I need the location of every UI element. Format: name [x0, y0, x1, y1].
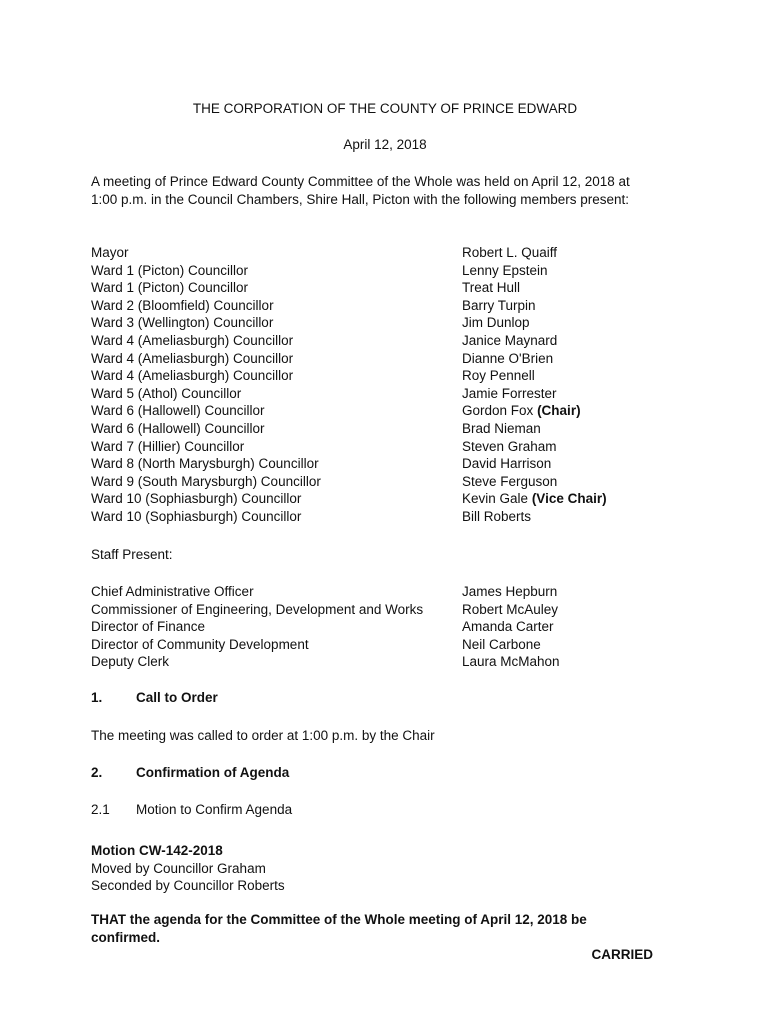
member-name: Gordon Fox (Chair) [462, 403, 581, 419]
member-row [91, 314, 651, 332]
motion-moved-by: Moved by Councillor Graham [91, 860, 266, 876]
staff-row [91, 601, 651, 619]
staff-role: Deputy Clerk [91, 654, 170, 670]
member-role: Ward 6 (Hallowell) Councillor [91, 403, 265, 419]
member-role: Ward 4 (Ameliasburgh) Councillor [91, 332, 294, 348]
member-name: Steven Graham [462, 438, 557, 454]
staff-row [91, 583, 651, 601]
section-number: 1. [91, 690, 103, 705]
member-role: Ward 9 (South Marysburgh) Councillor [91, 473, 321, 489]
member-row [91, 350, 651, 368]
vice-chair-note: (Vice Chair) [531, 491, 607, 507]
call-to-order-text: The meeting was called to order at 1:00 p.m. by the Chair [91, 728, 435, 743]
motion-status: CARRIED [591, 947, 653, 962]
member-row [91, 385, 651, 403]
member-name: Kevin Gale (Vice Chair) [462, 491, 607, 507]
staff-role: Chief Administrative Officer [91, 584, 254, 599]
member-role: Ward 4 (Ameliasburgh) Councillor [91, 368, 294, 384]
intro-paragraph: A meeting of Prince Edward County Committee of the Whole was held on April 12, 2018 at 1:00 p.m. in the Council Chambers, Shire Hall, Picton with the following members present: [91, 174, 630, 207]
member-name: Jamie Forrester [462, 385, 557, 401]
member-name: Steve Ferguson [462, 473, 558, 489]
staff-role: Director of Finance [91, 619, 206, 635]
member-role: Ward 8 (North Marysburgh) Councillor [91, 456, 319, 472]
member-role: Ward 6 (Hallowell) Councillor [91, 420, 265, 436]
motion-id: Motion CW-142-2018 [91, 843, 223, 858]
staff-role: Director of Community Development [91, 636, 309, 652]
member-role: Ward 1 (Picton) Councillor [91, 280, 249, 296]
staff-name: Robert McAuley [462, 601, 559, 617]
member-role: Ward 10 (Sophiasburgh) Councillor [91, 508, 302, 524]
chair-note: (Chair) [537, 403, 581, 419]
member-role: Ward 5 (Athol) Councillor [91, 385, 242, 401]
member-row [91, 297, 651, 315]
resolution-text: THAT the agenda for the Committee of the Whole meeting of April 12, 2018 be confirmed. [91, 912, 587, 945]
member-role: Mayor [91, 245, 129, 260]
document-title: THE CORPORATION OF THE COUNTY OF PRINCE EDWARD [192, 101, 578, 116]
section-confirmation-of-agenda [91, 765, 289, 780]
member-role: Ward 2 (Bloomfield) Councillor [91, 297, 274, 313]
staff-name: James Hepburn [462, 584, 558, 599]
member-role: Ward 10 (Sophiasburgh) Councillor [91, 491, 302, 507]
staff-name: Laura McMahon [462, 654, 560, 670]
section-call-to-order [91, 690, 218, 705]
member-row [91, 420, 651, 438]
member-row [91, 244, 651, 262]
subsection-number: 2.1 [91, 802, 110, 817]
staff-name: Neil Carbone [462, 636, 541, 652]
member-name: Janice Maynard [462, 332, 558, 348]
meeting-date: April 12, 2018 [343, 137, 427, 152]
section-title: Call to Order [136, 690, 218, 705]
staff-row [91, 618, 651, 636]
member-row [91, 367, 651, 385]
staff-role: Commissioner of Engineering, Development and Works [91, 601, 424, 617]
member-name: Dianne O'Brien [462, 350, 554, 366]
staff-present-label: Staff Present: [91, 547, 173, 562]
member-name: Robert L. Quaiff [462, 245, 558, 260]
motion-block [91, 842, 285, 895]
staff-list [91, 583, 651, 671]
member-row [91, 262, 651, 280]
member-name: Lenny Epstein [462, 262, 548, 278]
member-name: Bill Roberts [462, 508, 532, 524]
member-name: David Harrison [462, 456, 552, 472]
member-name: Brad Nieman [462, 420, 541, 436]
member-role: Ward 7 (Hillier) Councillor [91, 438, 245, 454]
members-list [91, 244, 651, 526]
member-row [91, 332, 651, 350]
member-row [91, 490, 651, 508]
motion-seconded-by: Seconded by Councillor Roberts [91, 878, 285, 893]
member-role: Ward 3 (Wellington) Councillor [91, 315, 274, 331]
subsection-title: Motion to Confirm Agenda [136, 802, 293, 817]
member-row [91, 402, 651, 420]
member-name: Barry Turpin [462, 297, 536, 313]
member-name: Treat Hull [462, 280, 521, 296]
staff-row [91, 636, 651, 654]
section-number: 2. [91, 765, 103, 780]
member-role: Ward 4 (Ameliasburgh) Councillor [91, 350, 294, 366]
member-name: Jim Dunlop [462, 315, 530, 331]
member-row [91, 279, 651, 297]
subsection-motion-to-confirm [91, 802, 292, 817]
member-name: Roy Pennell [462, 368, 535, 384]
staff-row [91, 653, 651, 671]
staff-name: Amanda Carter [462, 619, 554, 635]
member-row [91, 438, 651, 456]
member-row [91, 473, 651, 491]
section-title: Confirmation of Agenda [136, 765, 290, 780]
member-role: Ward 1 (Picton) Councillor [91, 262, 249, 278]
motion-resolution [91, 911, 653, 964]
member-row [91, 508, 651, 526]
member-row [91, 455, 651, 473]
